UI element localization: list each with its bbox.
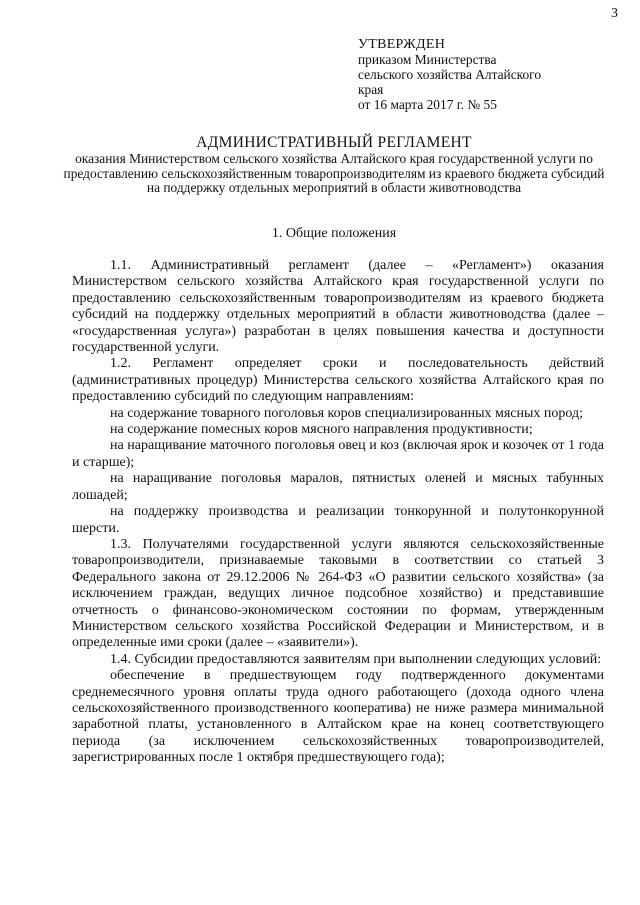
paragraph-1-1: 1.1. Административный регламент (далее – «Регламент») оказания Министерством сельского хозяйства Алтайского края государственной услуги по предоставлению сельскохозяйственным товаропроизводителям из краевого бюджета субсидий на поддержку отдельных мероприятий в области животноводства (далее – «государственная услуга») разработан в целях повышения качества и доступности государственной услуги. [72, 258, 604, 356]
approval-date-line: от 16 марта 2017 г. № 55 [358, 97, 497, 112]
paragraph-1-4: 1.4. Субсидии предоставляются заявителям при выполнении следующих условий: [110, 651, 602, 667]
approval-line: сельского хозяйства Алтайского [358, 67, 542, 82]
approval-heading: УТВЕРЖДЕН [358, 37, 446, 52]
approval-stamp [358, 37, 608, 112]
list-item: на содержание помесных коров мясного направления продуктивности; [110, 422, 533, 438]
list-item: на поддержку производства и реализации тонкорунной и полутонкорунной шерсти. [72, 504, 604, 536]
approval-line: приказом Министерства [358, 52, 497, 67]
section-heading: 1. Общие положения [271, 226, 397, 241]
paragraph-1-3: 1.3. Получателями государственной услуги являются сельскохозяйственные товаропроизводители, признаваемые таковыми в соответствии со статьей 3 Федерального закона от 29.12.2006 № 264-ФЗ «О развитии сельского хозяйства» (за исключением граждан, ведущих личное подсобное хозяйство) и представившие отчетность о финансово-экономическом состоянии по формам, утвержденным Министерством сельского хозяйства Российской Федерации и Министерством, и в определенные ими сроки (далее – «заявители»). [72, 536, 604, 651]
document-title-block [60, 134, 608, 196]
list-item: на содержание товарного поголовья коров специализированных мясных пород; [110, 405, 584, 421]
paragraph-1-2: 1.2. Регламент определяет сроки и последовательность действий (административных процедур) Министерства сельского хозяйства Алтайского края по предоставлению субсидий по следующим направлениям: [72, 356, 604, 405]
page-number: 3 [611, 6, 618, 21]
list-item: на наращивание поголовья маралов, пятнистых оленей и мясных табунных лошадей; [72, 471, 604, 503]
approval-line: края [358, 82, 384, 97]
list-item: на наращивание маточного поголовья овец и коз (включая ярок и козочек от 1 года и старше); [72, 438, 604, 470]
document-subtitle: оказания Министерством сельского хозяйства Алтайского края государственной услуги по предоставлению сельскохозяйственным товаропроизводителям из краевого бюджета субсидий на поддержку отдельных мероприятий в области животноводства [63, 151, 605, 195]
document-title: АДМИНИСТРАТИВНЫЙ РЕГЛАМЕНТ [196, 134, 472, 151]
list-item: обеспечение в предшествующем году подтвержденного документами среднемесячного уровня оплаты труда одного работающего (дохода одного члена сельскохозяйственного производственного кооператива) не ниже размера минимальной заработной платы, установленного в Алтайском крае на конец соответствующего периода (за исключением сельскохозяйственных товаропроизводителей, зарегистрированных после 1 октября предшествующего года); [72, 668, 604, 766]
document-body [72, 258, 604, 767]
